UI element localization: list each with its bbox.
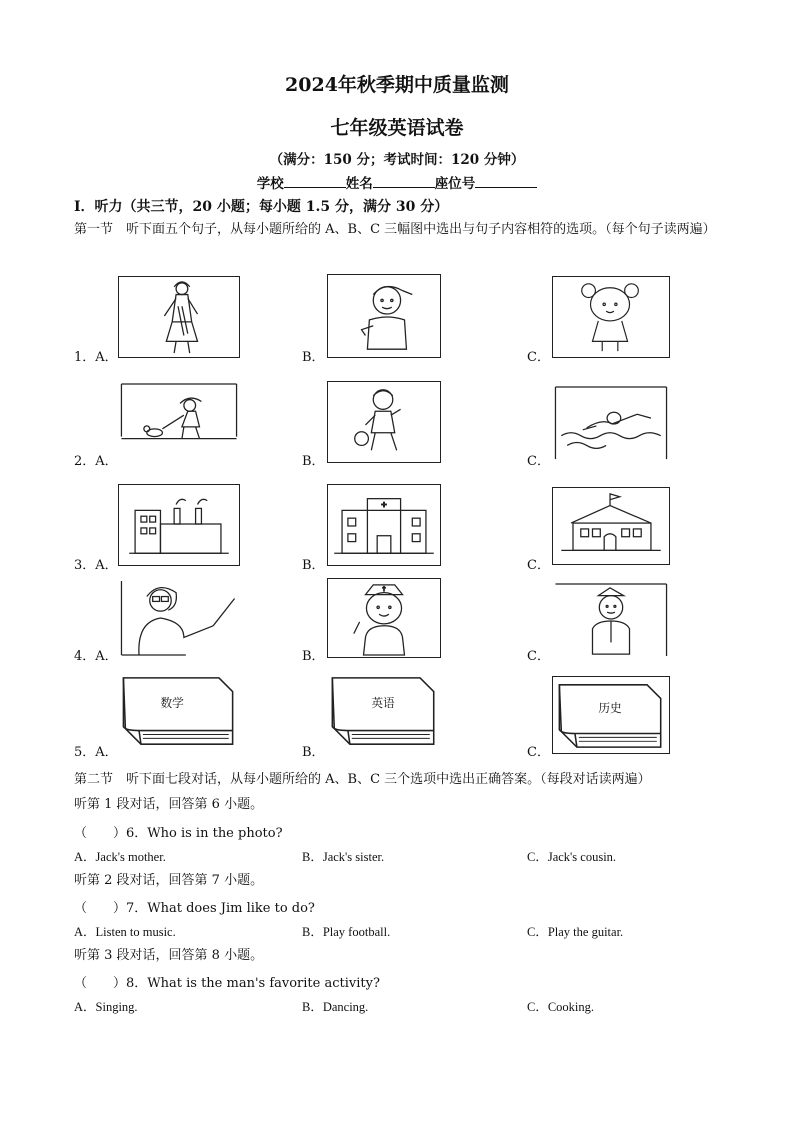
name-label: 姓名	[345, 176, 373, 192]
nurse-icon	[328, 579, 440, 657]
factory-icon	[119, 485, 239, 565]
part2-instruction: 第二节 听下面七段对话，从每小题所给的 A、B、C 三个选项中选出正确答案。（每段对话读两遍）	[74, 772, 651, 787]
swimmer-icon	[553, 385, 669, 461]
question-8: （ ）8．What is the man's favorite activity?	[74, 976, 380, 991]
name-blank[interactable]	[373, 173, 435, 188]
q4-label: 4．A．	[74, 649, 118, 664]
q3-c-label: C．	[527, 558, 550, 573]
q1-picture-a-woman[interactable]	[118, 276, 240, 358]
q7-option-c[interactable]: C．Play the guitar.	[527, 925, 624, 939]
book-icon	[119, 674, 239, 752]
boy-icon	[328, 275, 440, 357]
question-7: （ ）7．What does Jim like to do?	[74, 901, 315, 916]
q3-picture-c-school[interactable]	[552, 487, 670, 565]
basketball-player-icon	[328, 382, 440, 462]
section-heading: Ⅰ．听力（共三节，20 小题；每小题 1.5 分，满分 30 分）	[74, 199, 449, 215]
q2-picture-b-basketball[interactable]	[327, 381, 441, 463]
q3-label: 3．A．	[74, 558, 118, 573]
q5-c-label: C．	[527, 745, 550, 760]
q4-b-label: B．	[302, 649, 325, 664]
walking-dog-icon	[119, 382, 239, 462]
q4-picture-a-teacher[interactable]	[118, 578, 240, 658]
question-6: （ ）6．Who is in the photo?	[74, 826, 283, 841]
exam-subtitle: 七年级英语试卷	[330, 117, 464, 139]
q6-option-b[interactable]: B．Jack's sister.	[302, 850, 385, 864]
woman-icon	[119, 277, 239, 357]
q7-option-a[interactable]: A．Listen to music.	[74, 925, 176, 939]
student-info-line	[0, 172, 794, 192]
q1-picture-b-boy[interactable]	[327, 274, 441, 358]
seat-label: 座位号	[434, 176, 476, 192]
q5-label: 5．A．	[74, 745, 118, 760]
q6-option-c[interactable]: C．Jack's cousin.	[527, 850, 617, 864]
school-building-icon	[553, 488, 669, 564]
school-blank[interactable]	[284, 173, 346, 188]
q3-picture-b-hospital[interactable]	[327, 484, 441, 566]
q1-b-label: B．	[302, 350, 325, 365]
q7-option-b[interactable]: B．Play football.	[302, 925, 391, 939]
q2-b-label: B．	[302, 454, 325, 469]
girl-icon	[553, 277, 669, 357]
dialogue-3-intro: 听第 3 段对话，回答第 8 小题。	[74, 948, 264, 963]
q5b-book-title: 英语	[371, 696, 395, 711]
q5c-book-title: 历史	[598, 701, 622, 716]
seat-blank[interactable]	[475, 173, 537, 188]
q4-picture-b-nurse[interactable]	[327, 578, 441, 658]
q5-picture-b-english-book[interactable]	[327, 673, 441, 753]
q3-picture-a-factory[interactable]	[118, 484, 240, 566]
hospital-icon	[328, 485, 440, 565]
q1-c-label: C．	[527, 350, 550, 365]
q8-option-b[interactable]: B．Dancing.	[302, 1000, 369, 1014]
q3-b-label: B．	[302, 558, 325, 573]
q1-label: 1．A．	[74, 350, 118, 365]
q4-picture-c-policewoman[interactable]	[552, 581, 670, 659]
exam-meta: （满分：150 分；考试时间：120 分钟）	[269, 152, 525, 168]
exam-title: 2024年秋季期中质量监测	[285, 74, 509, 96]
q2-c-label: C．	[527, 454, 550, 469]
q8-option-c[interactable]: C．Cooking.	[527, 1000, 595, 1014]
dialogue-1-intro: 听第 1 段对话，回答第 6 小题。	[74, 797, 264, 812]
q6-option-a[interactable]: A．Jack's mother.	[74, 850, 166, 864]
q5-picture-c-history-book[interactable]	[552, 676, 670, 754]
policewoman-icon	[553, 582, 669, 658]
book-icon	[328, 674, 440, 752]
teacher-icon	[119, 579, 239, 657]
school-label: 学校	[256, 176, 284, 192]
q5-picture-a-math-book[interactable]	[118, 673, 240, 753]
q2-label: 2．A．	[74, 454, 118, 469]
q5-b-label: B．	[302, 745, 325, 760]
q1-picture-c-girl[interactable]	[552, 276, 670, 358]
q5a-book-title: 数学	[160, 696, 184, 711]
q4-c-label: C．	[527, 649, 550, 664]
q2-picture-a-walking-dog[interactable]	[118, 381, 240, 463]
q2-picture-c-swimming[interactable]	[552, 384, 670, 462]
q8-option-a[interactable]: A．Singing.	[74, 1000, 138, 1014]
part1-instruction: 第一节 听下面五个句子，从每小题所给的 A、B、C 三幅图中选出与句子内容相符的选项。（每个句子读两遍）	[74, 222, 716, 237]
dialogue-2-intro: 听第 2 段对话，回答第 7 小题。	[74, 873, 264, 888]
book-icon	[553, 677, 669, 753]
